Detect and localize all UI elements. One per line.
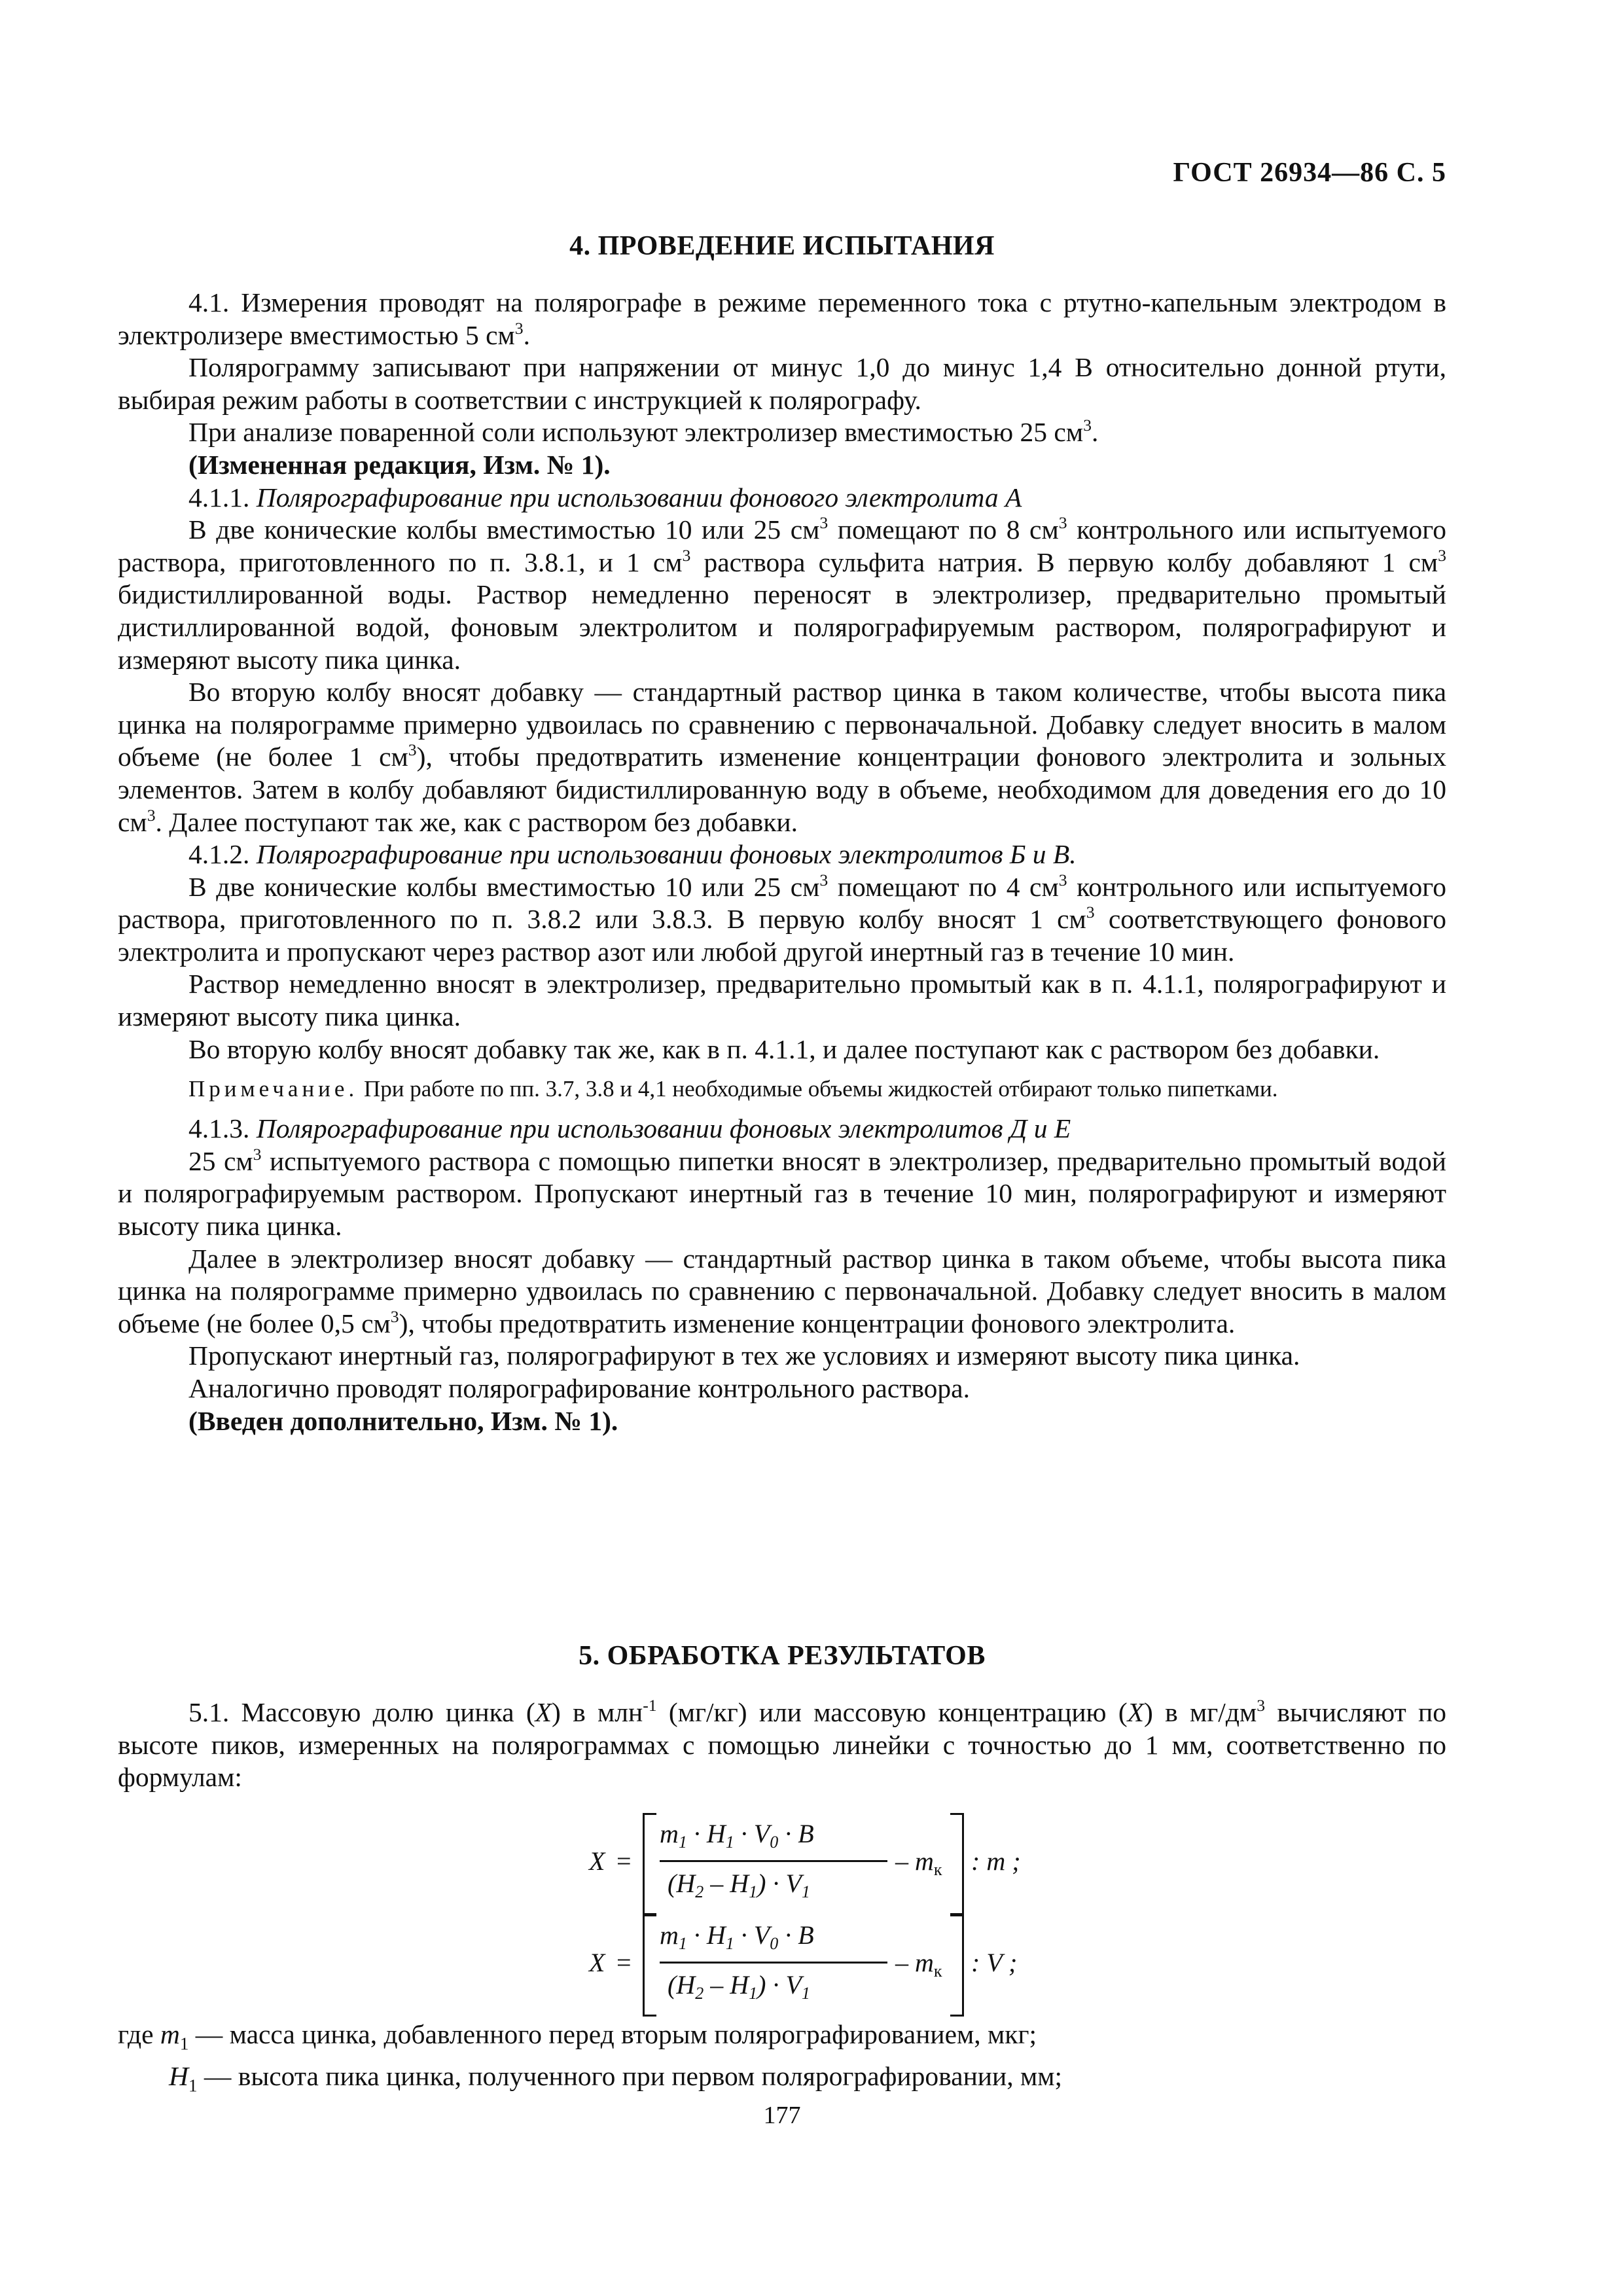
section-4-body (118, 287, 1446, 1437)
paragraph-4-1-3-a: 25 $см^3$ испытуемого раствора с помощью пипетки вносят в электролизер, предварительно промытый водой и полярографируемым раствором. Пропускают инертный газ в течение 10 мин, полярографируют и измеряют высоту пика цинка. (118, 1144, 1446, 1242)
left-bracket (643, 1914, 656, 2017)
paragraph-4-1-2-b: Раствор немедленно вносят в электролизер, предварительно промытый как в п. 4.1.1, полярографируют и измеряют высоту пика цинка. (118, 969, 1446, 1032)
right-bracket (950, 1914, 964, 2017)
paragraph-4-1-1-b: Во вторую колбу вносят добавку — стандартный раствор цинка в таком количестве, чтобы высота пика цинка на полярограмме примерно удвоилась по сравнению с первоначальной. Добавку следует вносить в малом объеме (не более 1 $см^3$), чтобы предотвратить изменение концентрации фонового электролита и зольных элементов. Затем в колбу добавляют бидистиллированную воду в объеме, необходимом для доведения его до 10 $см^3$. Далее поступают так же, как с раствором без добавки. (118, 677, 1447, 837)
page-number: 177 (763, 2102, 801, 2129)
paragraph-voltage: Полярограмму записывают при напряжении от минус 1,0 до минус 1,4 В относительно донной ртути, выбирая режим работы в соответствии с инструкцией к полярографу. (118, 352, 1446, 415)
paragraph-4-1-3-d: Аналогично проводят полярографирование контрольного раствора. (188, 1373, 970, 1403)
fraction-bar (660, 1860, 887, 1862)
definition-h1: $H_1$ — высота пика цинка, полученного при первом полярографировании, мм; (169, 2060, 1063, 2096)
formula-numerator: $m_1 \cdot H_1 \cdot V_0 \cdot B$ (660, 1819, 814, 1852)
amendment-note-2: (Введен дополнительно, Изм. № 1). (188, 1405, 618, 1436)
definition-m1: где $m_1$ — масса цинка, добавленного перед вторым полярографированием, мкг; (118, 2019, 1037, 2054)
left-bracket (643, 1813, 656, 1915)
paragraph-4-1-3-b: Далее в электролизер вносят добавку — стандартный раствор цинка в таком объеме, чтобы высота пика цинка на полярограмме примерно удвоилась по сравнению с первоначальной. Добавку следует вносить в малом объеме (не более 0,5 $см^3$), чтобы предотвратить изменение концентрации фонового электролита. (118, 1243, 1446, 1338)
subsection-4-1-3-heading: 4.1.3. Полярографирование при использовании фоновых электролитов Д и Е (188, 1113, 1071, 1144)
formula-definitions (118, 2018, 1446, 2102)
subsection-4-1-1-heading: 4.1.1. Полярографирование при использовании фонового электролита А (188, 482, 1022, 512)
page-header: ГОСТ 26934—86 С. 5 (1173, 158, 1446, 188)
fraction-bar (660, 1962, 887, 1964)
paragraph-5-1: 5.1. Массовую долю цинка (X) в млн$^{-1}$ (мг/кг) или массовую концентрацию (X) в $мг/дм^3$ вычисляют по высоте пиков, измеренных на полярограммах с помощью линейки с точностью до 1 мм, соответственно по формулам: (118, 1696, 1446, 1793)
amendment-note-1: (Измененная редакция, Изм. № 1). (188, 449, 611, 480)
formula-mass-concentration: X = $m_1 \cdot H_1 \cdot V_0 \cdot B$ $(H_2 - H_1) \cdot V_1$ – $m_к$ : V ; (589, 1914, 1113, 2013)
section-5-title: 5. ОБРАБОТКА РЕЗУЛЬТАТОВ (579, 1641, 986, 1671)
formula-denominator: $(H_2 - H_1) \cdot V_1$ (668, 1970, 810, 2003)
formula-mass-fraction: X = $m_1 \cdot H_1 \cdot V_0 \cdot B$ $(H_2 - H_1) \cdot V_1$ – $m_к$ : m ; (589, 1813, 1113, 1911)
section-5-body (118, 1696, 1446, 1794)
document-page (118, 0, 1446, 2296)
paragraph-4-1-3-c: Пропускают инертный газ, полярографируют в тех же условиях и измеряют высоту пика цинка. (188, 1340, 1300, 1371)
paragraph-4-1: 4.1. Измерения проводят на полярографе в режиме переменного тока с ртутно-капельным электродом в электролизере вместимостью 5 $см^3$. (118, 287, 1446, 350)
paragraph-4-1-1-a: В две конические колбы вместимостью 10 или 25 $см^3$ помещают по 8 $см^3$ контрольного или испытуемого раствора, приготовленного по п. 3.8.1, и 1 $см^3$ раствора сульфита натрия. В первую колбу добавляют 1 $см^3$ бидистиллированной воды. Раствор немедленно переносят в электролизер, предварительно промытый дистиллированной водой, фоновым электролитом и полярографируемым раствором, полярографируют и измеряют высоту пика цинка. (118, 513, 1446, 675)
note: Примечание. При работе по пп. 3.7, 3.8 и 4,1 необходимые объемы жидкостей отбирают только пипетками. (188, 1076, 1278, 1102)
right-bracket (950, 1813, 964, 1915)
subsection-4-1-2-heading: 4.1.2. Полярографирование при использовании фоновых электролитов Б и В. (188, 839, 1077, 870)
paragraph-4-1-2-c: Во вторую колбу вносят добавку так же, как в п. 4.1.1, и далее поступают как с раствором без добавки. (188, 1033, 1380, 1064)
section-4-title: 4. ПРОВЕДЕНИЕ ИСПЫТАНИЯ (569, 231, 995, 261)
paragraph-4-1-2-a: В две конические колбы вместимостью 10 или 25 $см^3$ помещают по 4 $см^3$ контрольного или испытуемого раствора, приготовленного по п. 3.8.2 или 3.8.3. В первую колбу вносят 1 $см^3$ соответствующего фонового электролита и пропускают через раствор азот или любой другой инертный газ в течение 10 мин. (118, 870, 1447, 967)
formula-numerator: $m_1 \cdot H_1 \cdot V_0 \cdot B$ (660, 1920, 814, 1953)
formula-denominator: $(H_2 - H_1) \cdot V_1$ (668, 1869, 810, 1901)
paragraph-salt: При анализе поваренной соли используют электролизер вместимостью 25 $см^3$. (188, 416, 1099, 448)
